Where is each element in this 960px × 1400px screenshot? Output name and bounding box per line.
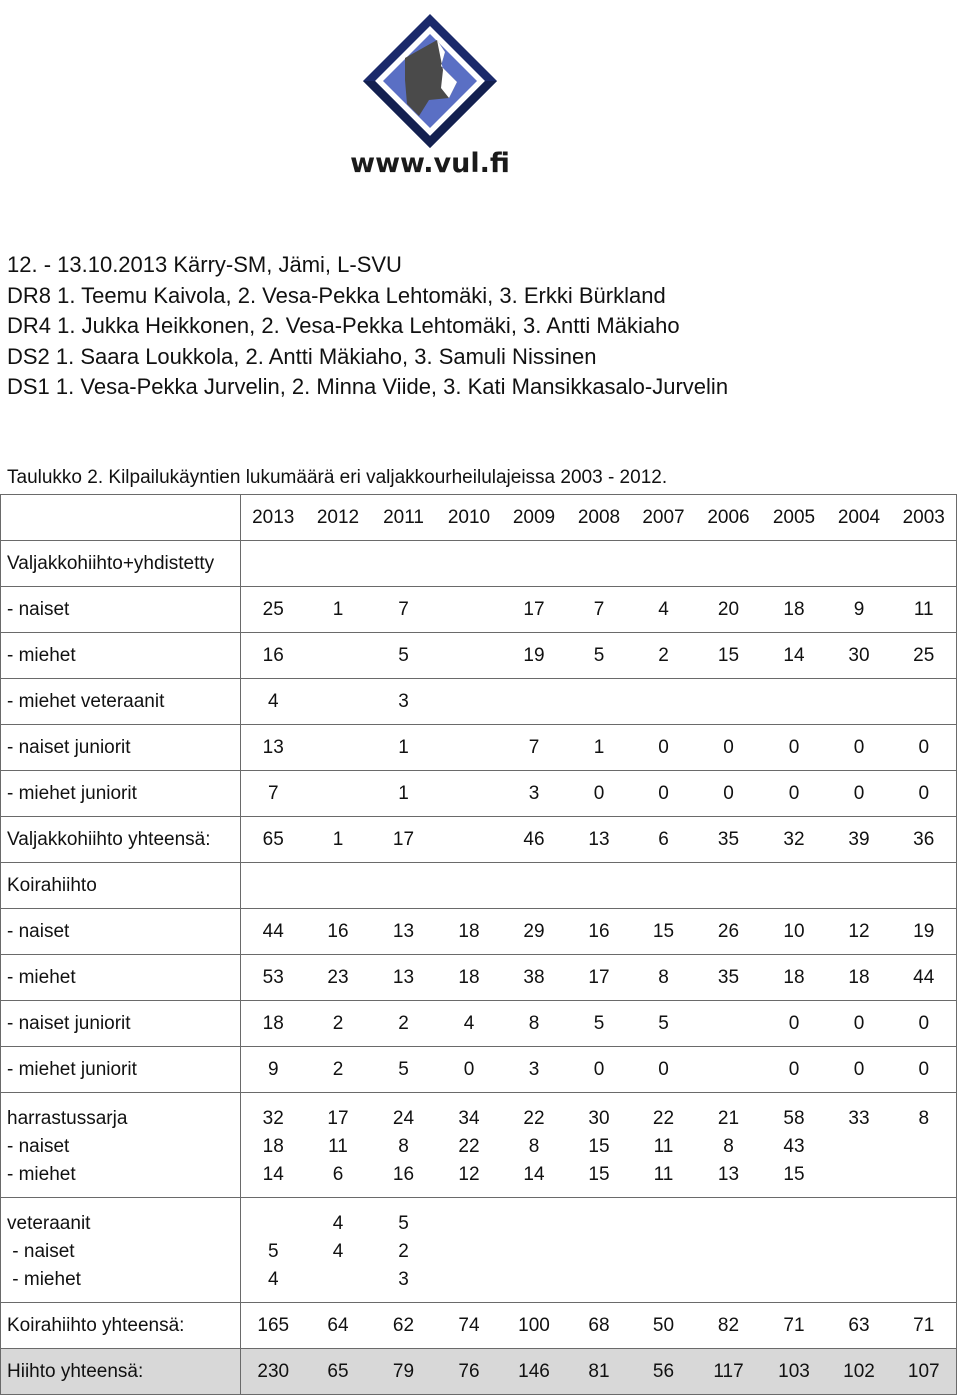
year-header: 2004	[827, 495, 892, 541]
table-row	[1, 587, 957, 633]
stacked-value: 13	[717, 1164, 740, 1185]
table-row	[1, 679, 957, 725]
value-cell	[306, 725, 371, 771]
value-cell	[306, 863, 371, 909]
value-cell: 19	[502, 633, 567, 679]
event-line: DR8 1. Teemu Kaivola, 2. Vesa-Pekka Lehtomäki, 3. Erkki Bürkland	[7, 282, 666, 308]
stacked-value: 18	[262, 1136, 284, 1157]
value-cell	[696, 1093, 762, 1198]
value-cell: 7	[567, 587, 632, 633]
value-cell	[632, 1198, 696, 1303]
row-label: - naiset juniorit	[1, 1001, 241, 1047]
value-cell	[827, 541, 892, 587]
value-cell: 7	[371, 587, 437, 633]
event-line: DS1 1. Vesa-Pekka Jurvelin, 2. Minna Viide, 3. Kati Mansikkasalo-Jurvelin	[7, 374, 729, 400]
value-cell: 107	[892, 1349, 957, 1395]
value-cell	[696, 541, 762, 587]
value-cell: 4	[437, 1001, 502, 1047]
value-cell	[306, 633, 371, 679]
value-cell: 82	[696, 1303, 762, 1349]
value-cell	[437, 587, 502, 633]
value-cell: 68	[567, 1303, 632, 1349]
value-cell	[371, 863, 437, 909]
row-label: Hiihto yhteensä:	[1, 1349, 241, 1395]
value-cell: 3	[371, 679, 437, 725]
value-cell: 29	[502, 909, 567, 955]
value-cell	[502, 1198, 567, 1303]
value-cell: 50	[632, 1303, 696, 1349]
table-row	[1, 633, 957, 679]
value-cell: 13	[567, 817, 632, 863]
value-cell: 11	[892, 587, 957, 633]
table-row	[1, 1047, 957, 1093]
table-row	[1, 1001, 957, 1047]
event-line: 12. - 13.10.2013 Kärry-SM, Jämi, L-SVU	[7, 252, 402, 277]
value-cell: 18	[437, 909, 502, 955]
value-cell	[437, 725, 502, 771]
value-cell	[502, 863, 567, 909]
value-cell: 7	[241, 771, 306, 817]
stacked-value: 2	[398, 1241, 409, 1262]
value-cell	[371, 1198, 437, 1303]
value-cell: 76	[437, 1349, 502, 1395]
value-cell: 100	[502, 1303, 567, 1349]
stacked-value	[306, 1266, 371, 1294]
value-cell: 18	[762, 587, 827, 633]
stacked-value: 5	[398, 1213, 409, 1234]
value-cell: 65	[306, 1349, 371, 1395]
value-cell: 1	[567, 725, 632, 771]
value-cell	[502, 541, 567, 587]
stacked-value: 5	[267, 1241, 279, 1262]
value-cell: 8	[632, 955, 696, 1001]
value-cell: 8	[502, 1001, 567, 1047]
value-cell: 18	[241, 1001, 306, 1047]
value-cell	[437, 817, 502, 863]
row-label-line: - naiset	[7, 1241, 75, 1262]
value-cell: 23	[306, 955, 371, 1001]
value-cell: 5	[371, 1047, 437, 1093]
value-cell: 0	[827, 771, 892, 817]
value-cell: 5	[632, 1001, 696, 1047]
stacked-value: 22	[523, 1108, 545, 1129]
stacked-value: 12	[458, 1164, 480, 1185]
vul-logo	[345, 8, 515, 188]
value-cell: 0	[567, 771, 632, 817]
value-cell: 102	[827, 1349, 892, 1395]
event-line: DS2 1. Saara Loukkola, 2. Antti Mäkiaho, 3. Samuli Nissinen	[7, 343, 597, 369]
value-cell: 71	[892, 1303, 957, 1349]
value-cell	[437, 863, 502, 909]
stacked-value: 8	[398, 1136, 409, 1157]
value-cell: 16	[567, 909, 632, 955]
value-cell: 0	[762, 1047, 827, 1093]
year-header: 2009	[502, 495, 567, 541]
value-cell	[827, 863, 892, 909]
value-cell	[567, 863, 632, 909]
value-cell	[632, 1093, 696, 1198]
stacked-value: 33	[848, 1108, 870, 1129]
value-cell: 0	[827, 725, 892, 771]
year-header: 2013	[241, 495, 306, 541]
value-cell: 146	[502, 1349, 567, 1395]
value-cell: 19	[892, 909, 957, 955]
value-cell	[696, 1198, 762, 1303]
table-row	[1, 771, 957, 817]
value-cell: 65	[241, 817, 306, 863]
value-cell	[762, 541, 827, 587]
value-cell: 0	[762, 771, 827, 817]
value-cell: 25	[241, 587, 306, 633]
value-cell: 63	[827, 1303, 892, 1349]
row-label: - naiset juniorit	[1, 725, 241, 771]
stacked-value: 15	[588, 1136, 610, 1157]
value-cell	[827, 1093, 892, 1198]
value-cell	[437, 679, 502, 725]
value-cell: 12	[827, 909, 892, 955]
value-cell	[502, 1093, 567, 1198]
stacked-value: 3	[398, 1269, 409, 1290]
stacked-value: 11	[653, 1136, 674, 1157]
value-cell	[892, 1198, 957, 1303]
value-cell: 53	[241, 955, 306, 1001]
row-label: Valjakkohiihto+yhdistetty	[1, 541, 241, 587]
value-cell: 3	[502, 1047, 567, 1093]
value-cell	[696, 1001, 762, 1047]
value-cell: 5	[567, 1001, 632, 1047]
value-cell: 35	[696, 955, 762, 1001]
value-cell	[371, 1093, 437, 1198]
logo-url-text: www.vul.fi	[350, 148, 510, 179]
year-header: 2010	[437, 495, 502, 541]
value-cell: 165	[241, 1303, 306, 1349]
value-cell: 15	[632, 909, 696, 955]
table-row	[1, 863, 957, 909]
row-label-line: veteraanit	[7, 1213, 91, 1234]
value-cell: 4	[632, 587, 696, 633]
value-cell	[827, 1198, 892, 1303]
value-cell	[762, 1198, 827, 1303]
value-cell: 74	[437, 1303, 502, 1349]
table-row	[1, 817, 957, 863]
table-caption: Taulukko 2. Kilpailukäyntien lukumäärä eri valjakkourheilulajeissa 2003 - 2012.	[7, 467, 668, 488]
koirahiihto-total-row	[1, 1303, 957, 1349]
stacked-value: 15	[588, 1164, 610, 1185]
row-label: Koirahiihto	[1, 863, 241, 909]
row-label: - miehet	[1, 955, 241, 1001]
value-cell: 36	[892, 817, 957, 863]
value-cell: 56	[632, 1349, 696, 1395]
value-cell: 0	[437, 1047, 502, 1093]
stacked-value: 6	[332, 1164, 344, 1185]
stacked-value: 16	[392, 1164, 415, 1185]
value-cell	[241, 1093, 306, 1198]
value-cell	[306, 541, 371, 587]
value-cell: 0	[632, 1047, 696, 1093]
value-cell: 15	[696, 633, 762, 679]
stacked-value: 14	[262, 1164, 284, 1185]
value-cell: 44	[892, 955, 957, 1001]
value-cell: 18	[437, 955, 502, 1001]
year-header: 2006	[696, 495, 762, 541]
stacked-value: 8	[723, 1136, 734, 1157]
vul-emblem-icon	[345, 8, 515, 148]
stacked-value: 58	[783, 1108, 805, 1129]
year-header: 2008	[567, 495, 632, 541]
value-cell: 0	[827, 1047, 892, 1093]
value-cell	[241, 1198, 306, 1303]
row-label: - miehet	[1, 633, 241, 679]
stacked-value: 21	[717, 1108, 740, 1129]
row-label: - miehet juniorit	[1, 771, 241, 817]
value-cell: 4	[241, 679, 306, 725]
value-cell: 103	[762, 1349, 827, 1395]
value-cell: 10	[762, 909, 827, 955]
value-cell	[306, 679, 371, 725]
year-header: 2003	[892, 495, 957, 541]
value-cell	[696, 863, 762, 909]
harrastussarja-row	[1, 1093, 957, 1198]
row-label: - naiset	[1, 587, 241, 633]
value-cell: 0	[696, 725, 762, 771]
stacked-value: 4	[267, 1269, 279, 1290]
value-cell	[306, 1093, 371, 1198]
value-cell: 2	[371, 1001, 437, 1047]
event-line: DR4 1. Jukka Heikkonen, 2. Vesa-Pekka Lehtomäki, 3. Antti Mäkiaho	[7, 313, 680, 339]
row-label-line: - naiset	[7, 1136, 70, 1157]
value-cell	[762, 1093, 827, 1198]
value-cell	[567, 1093, 632, 1198]
header-corner	[1, 495, 241, 541]
value-cell: 3	[502, 771, 567, 817]
value-cell	[437, 633, 502, 679]
value-cell: 0	[632, 725, 696, 771]
value-cell: 1	[371, 725, 437, 771]
value-cell: 25	[892, 633, 957, 679]
stacked-value: 17	[327, 1108, 349, 1129]
value-cell: 18	[762, 955, 827, 1001]
value-cell	[762, 679, 827, 725]
stacked-value: 4	[332, 1241, 344, 1262]
value-cell: 0	[696, 771, 762, 817]
value-cell: 0	[892, 771, 957, 817]
row-label-line: harrastussarja	[7, 1108, 128, 1129]
value-cell: 5	[371, 633, 437, 679]
value-cell	[502, 679, 567, 725]
value-cell: 62	[371, 1303, 437, 1349]
value-cell: 35	[696, 817, 762, 863]
value-cell: 26	[696, 909, 762, 955]
value-cell: 2	[306, 1001, 371, 1047]
value-cell	[632, 863, 696, 909]
value-cell: 13	[371, 955, 437, 1001]
value-cell: 1	[306, 587, 371, 633]
veteraanit-row	[1, 1198, 957, 1303]
value-cell	[892, 863, 957, 909]
value-cell	[567, 541, 632, 587]
value-cell: 117	[696, 1349, 762, 1395]
value-cell	[306, 771, 371, 817]
value-cell	[306, 1198, 371, 1303]
year-header: 2011	[371, 495, 437, 541]
value-cell	[762, 863, 827, 909]
value-cell: 13	[371, 909, 437, 955]
value-cell: 9	[827, 587, 892, 633]
row-label: - miehet veteraanit	[1, 679, 241, 725]
value-cell	[371, 541, 437, 587]
value-cell	[696, 1047, 762, 1093]
value-cell	[437, 771, 502, 817]
value-cell: 79	[371, 1349, 437, 1395]
value-cell: 2	[306, 1047, 371, 1093]
value-cell	[567, 1198, 632, 1303]
value-cell: 44	[241, 909, 306, 955]
stacked-value	[241, 1210, 306, 1238]
value-cell: 0	[567, 1047, 632, 1093]
value-cell: 0	[632, 771, 696, 817]
stacked-value: 11	[328, 1136, 348, 1157]
value-cell: 38	[502, 955, 567, 1001]
value-cell: 230	[241, 1349, 306, 1395]
hiihto-total-row	[1, 1349, 957, 1395]
value-cell: 7	[502, 725, 567, 771]
value-cell: 18	[827, 955, 892, 1001]
row-label-line: - miehet	[7, 1164, 76, 1185]
row-label: - miehet juniorit	[1, 1047, 241, 1093]
event-results	[7, 250, 728, 403]
stacked-value: 4	[332, 1213, 344, 1234]
stacked-value: 15	[783, 1164, 805, 1185]
value-cell	[241, 541, 306, 587]
value-cell: 0	[827, 1001, 892, 1047]
table-header-row	[1, 495, 957, 541]
value-cell: 20	[696, 587, 762, 633]
value-cell: 71	[762, 1303, 827, 1349]
value-cell	[241, 863, 306, 909]
value-cell: 1	[371, 771, 437, 817]
value-cell: 6	[632, 817, 696, 863]
value-cell: 1	[306, 817, 371, 863]
stacked-value: 34	[458, 1108, 480, 1129]
value-cell	[437, 1198, 502, 1303]
value-cell: 16	[306, 909, 371, 955]
table-row	[1, 909, 957, 955]
year-header: 2005	[762, 495, 827, 541]
value-cell: 14	[762, 633, 827, 679]
value-cell: 64	[306, 1303, 371, 1349]
year-header: 2007	[632, 495, 696, 541]
value-cell	[437, 541, 502, 587]
value-cell: 16	[241, 633, 306, 679]
value-cell	[892, 679, 957, 725]
value-cell: 0	[762, 725, 827, 771]
stacked-value: 8	[528, 1136, 540, 1157]
value-cell	[437, 1093, 502, 1198]
stacked-value: 24	[392, 1108, 415, 1129]
table-row	[1, 725, 957, 771]
stacked-value: 30	[588, 1108, 610, 1129]
stacked-value: 14	[523, 1164, 545, 1185]
value-cell: 17	[567, 955, 632, 1001]
value-cell: 0	[892, 1001, 957, 1047]
value-cell: 13	[241, 725, 306, 771]
value-cell: 17	[502, 587, 567, 633]
value-cell	[632, 541, 696, 587]
value-cell	[892, 1093, 957, 1198]
value-cell: 0	[892, 725, 957, 771]
stacked-value: 43	[783, 1136, 805, 1157]
stacked-value: 22	[652, 1108, 675, 1129]
value-cell: 2	[632, 633, 696, 679]
value-cell	[632, 679, 696, 725]
value-cell: 9	[241, 1047, 306, 1093]
value-cell	[696, 679, 762, 725]
table-row	[1, 541, 957, 587]
row-label	[1, 1198, 241, 1303]
statistics-table	[0, 494, 957, 1395]
value-cell: 5	[567, 633, 632, 679]
value-cell: 39	[827, 817, 892, 863]
value-cell	[827, 679, 892, 725]
value-cell: 0	[762, 1001, 827, 1047]
row-label: - naiset	[1, 909, 241, 955]
row-label	[1, 1093, 241, 1198]
row-label: Valjakkohiihto yhteensä:	[1, 817, 241, 863]
stacked-value: 8	[918, 1108, 930, 1129]
value-cell: 30	[827, 633, 892, 679]
stacked-value: 22	[458, 1136, 480, 1157]
row-label: Koirahiihto yhteensä:	[1, 1303, 241, 1349]
value-cell	[567, 679, 632, 725]
row-label-line: - miehet	[7, 1269, 81, 1290]
year-header: 2012	[306, 495, 371, 541]
value-cell: 0	[892, 1047, 957, 1093]
stacked-value: 32	[262, 1108, 284, 1129]
value-cell: 81	[567, 1349, 632, 1395]
value-cell: 17	[371, 817, 437, 863]
value-cell: 46	[502, 817, 567, 863]
value-cell	[892, 541, 957, 587]
value-cell: 32	[762, 817, 827, 863]
stacked-value: 11	[653, 1164, 674, 1185]
table-row	[1, 955, 957, 1001]
